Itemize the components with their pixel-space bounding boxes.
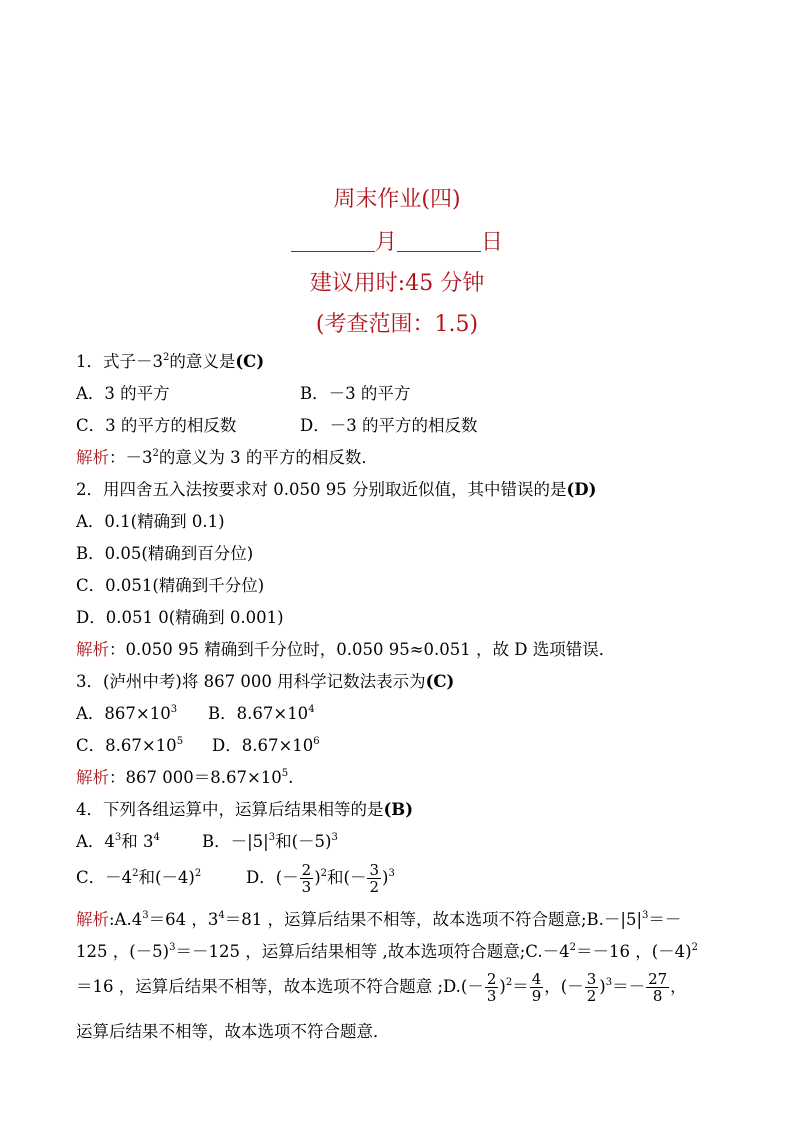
q4-option-c — [76, 867, 201, 889]
q4-option-d-exponent-2: 3 — [388, 868, 395, 879]
exponent: 3 — [605, 977, 613, 988]
colon: ： — [109, 448, 126, 467]
equals: ＝－ — [612, 977, 646, 996]
q2-option-a — [76, 511, 225, 533]
q4-option-b — [202, 831, 338, 853]
q2-stem-text: 2．用四舍五入法按要求对 0.050 95 分别取近似值，其中错误的是 — [76, 480, 567, 499]
q4-analysis-line-1 — [76, 909, 681, 931]
q3-analysis — [76, 767, 293, 789]
fraction — [585, 971, 599, 1004]
q1-option-a-text: A．3 的平方 — [76, 384, 170, 403]
q4-option-b-text: B．－|5| — [202, 832, 269, 851]
q1-option-b — [300, 383, 410, 405]
q1-analysis-text-2: 的意义为 3 的平方的相反数． — [158, 448, 378, 467]
q4-option-d — [246, 858, 395, 898]
fraction-numerator: 27 — [648, 970, 668, 988]
fraction — [646, 971, 669, 1004]
q1-option-d-text: D．－3 的平方的相反数 — [300, 416, 478, 435]
q3-analysis-exponent: 5 — [281, 768, 289, 779]
q4-stem-text: 4．下列各组运算中，运算后结果相等的是 — [76, 800, 384, 819]
fraction-numerator: 2 — [486, 970, 497, 988]
q1-stem — [76, 351, 264, 373]
q2-option-c-text: C．0.051(精确到千分位) — [76, 576, 265, 595]
fraction-numerator: 3 — [586, 970, 597, 988]
q4-analysis-text: ＝－ — [648, 910, 682, 929]
q3-option-a-text: A．867×10 — [76, 704, 171, 723]
q1-answer: (C) — [235, 352, 265, 371]
q4-option-d-text-2: 和(－ — [327, 868, 367, 887]
q4-analysis-text: :A.4 — [109, 910, 143, 929]
q4-analysis-text: ＝－125 ，运算后结果相等 ,故本选项符合题意;C.－4 — [175, 942, 570, 961]
fraction-denominator: 3 — [301, 878, 312, 896]
q4-analysis-line-4 — [76, 1021, 390, 1043]
q3-option-d — [212, 735, 320, 757]
q4-stem — [76, 799, 413, 821]
analysis-label: 解析 — [76, 640, 109, 659]
q3-option-c — [76, 735, 183, 757]
q4-option-a-exponent-2: 4 — [153, 832, 160, 843]
q1-analysis-text: －3 — [125, 448, 153, 467]
fraction-denominator: 9 — [531, 987, 542, 1005]
fraction — [300, 862, 314, 895]
suggested-time — [0, 270, 794, 298]
month-label: 月 — [374, 230, 397, 255]
q4-answer: (B) — [383, 800, 414, 819]
q4-option-c-text: C．－4 — [76, 868, 133, 887]
q3-answer: (C) — [425, 672, 455, 691]
date-line — [0, 229, 794, 257]
q4-analysis-line-3 — [76, 967, 687, 1007]
page-title — [0, 186, 794, 214]
month-blank[interactable] — [291, 229, 375, 252]
q4-analysis-text: 125 ，(－5) — [76, 942, 170, 961]
q1-stem-text: 1．式子－3 — [76, 352, 163, 371]
q1-option-c-text: C．3 的平方的相反数 — [76, 416, 237, 435]
q4-analysis-text: ＝81 ，运算后结果不相等，故本选项不符合题意;B.－|5| — [224, 910, 643, 929]
title-text: 周末作业(四) — [333, 187, 461, 212]
q3-option-d-exponent: 6 — [313, 736, 320, 747]
q4-option-d-exponent: 2 — [320, 868, 328, 879]
suggested-time-text: 建议用时:45 分钟 — [309, 271, 485, 296]
q1-analysis — [76, 447, 378, 469]
q4-option-c-text-2: 和(－4) — [138, 868, 195, 887]
q3-option-c-text: C．8.67×10 — [76, 736, 177, 755]
q4-option-d-text: D．(－ — [246, 868, 299, 887]
q3-stem-text: 3．(泸州中考)将 867 000 用科学记数法表示为 — [76, 672, 426, 691]
colon: ： — [109, 640, 126, 659]
q3-option-d-text: D．8.67×10 — [212, 736, 314, 755]
exponent: 3 — [169, 942, 176, 953]
q2-option-b-text: B．0.05(精确到百分位) — [76, 544, 254, 563]
exponent: 3 — [642, 910, 649, 921]
exponent: 2 — [691, 942, 698, 953]
q4-option-b-text-2: 和(－5) — [275, 832, 332, 851]
q4-analysis-text: ，(－ — [544, 977, 584, 996]
fraction-numerator: 3 — [369, 861, 380, 879]
q4-analysis-text: 运算后结果不相等，故本选项不符合题意． — [76, 1022, 390, 1041]
exponent: 4 — [218, 910, 225, 921]
analysis-label: 解析 — [76, 910, 109, 929]
exam-scope — [0, 311, 794, 339]
comma: ， — [670, 977, 687, 996]
analysis-label: 解析 — [76, 448, 109, 467]
q1-stem-text-2: 的意义是 — [169, 352, 236, 371]
close-paren: ) — [499, 977, 506, 996]
exponent: 2 — [569, 942, 576, 953]
q4-option-a-text-2: 和 3 — [121, 832, 154, 851]
q3-option-b — [208, 703, 315, 725]
q4-analysis-text: ＝16 ，运算后结果不相等，故本选项不符合题意 ;D.(－ — [76, 977, 484, 996]
q3-analysis-text: 867 000＝8.67×10 — [125, 768, 282, 787]
q2-option-c — [76, 575, 264, 597]
close-paren: ) — [599, 977, 606, 996]
q4-option-a — [76, 831, 160, 853]
fraction — [485, 971, 499, 1004]
q1-option-b-text: B．－3 的平方 — [300, 384, 411, 403]
q3-option-b-text: B．8.67×10 — [208, 704, 309, 723]
close-paren: ) — [382, 868, 389, 887]
fraction-denominator: 2 — [369, 878, 380, 896]
fraction-denominator: 2 — [586, 987, 597, 1005]
q1-stem-exponent: 2 — [163, 352, 170, 363]
q4-option-a-exponent: 3 — [114, 832, 122, 843]
fraction — [367, 862, 381, 895]
q2-option-b — [76, 543, 253, 565]
exam-scope-text: (考查范围：1.5) — [315, 312, 479, 337]
fraction-denominator: 8 — [652, 987, 663, 1005]
q4-analysis-text: ＝64 ，3 — [148, 910, 219, 929]
equals: ＝ — [512, 977, 529, 996]
q4-option-a-text: A．4 — [76, 832, 115, 851]
fraction-numerator: 4 — [531, 970, 542, 988]
q1-option-d — [300, 415, 477, 437]
q4-option-b-exponent-2: 3 — [331, 832, 338, 843]
q3-option-a-exponent: 3 — [170, 704, 178, 715]
fraction-numerator: 2 — [301, 861, 312, 879]
q2-option-a-text: A．0.1(精确到 0.1) — [76, 512, 225, 531]
exponent: 2 — [505, 977, 513, 988]
q1-option-a — [76, 383, 170, 405]
q2-analysis — [76, 639, 615, 661]
close-paren: ) — [314, 868, 321, 887]
q3-option-a — [76, 703, 177, 725]
q4-option-c-exponent: 2 — [132, 868, 139, 879]
fraction — [530, 971, 544, 1004]
day-label: 日 — [481, 230, 504, 255]
q4-analysis-line-2 — [76, 941, 698, 963]
q2-stem — [76, 479, 596, 501]
q3-option-c-exponent: 5 — [176, 736, 184, 747]
fraction-denominator: 3 — [486, 987, 497, 1005]
q2-option-d — [76, 607, 284, 629]
q2-analysis-text: 0.050 95 精确到千分位时，0.050 95≈0.051 ，故 D 选项错误． — [125, 640, 616, 659]
q2-answer: (D) — [566, 480, 597, 499]
analysis-label: 解析 — [76, 768, 109, 787]
day-blank[interactable] — [397, 229, 481, 252]
q3-stem — [76, 671, 454, 693]
q3-option-b-exponent: 4 — [308, 704, 315, 715]
q3-analysis-end: . — [288, 768, 294, 787]
q4-option-b-exponent: 3 — [268, 832, 276, 843]
q4-analysis-text: ＝－16 ，(－4) — [575, 942, 692, 961]
exponent: 3 — [142, 910, 149, 921]
q1-option-c — [76, 415, 236, 437]
q1-analysis-exponent: 2 — [152, 448, 159, 459]
q4-option-c-exponent-2: 2 — [194, 868, 202, 879]
q2-option-d-text: D．0.051 0(精确到 0.001) — [76, 608, 284, 627]
colon: ： — [109, 768, 126, 787]
